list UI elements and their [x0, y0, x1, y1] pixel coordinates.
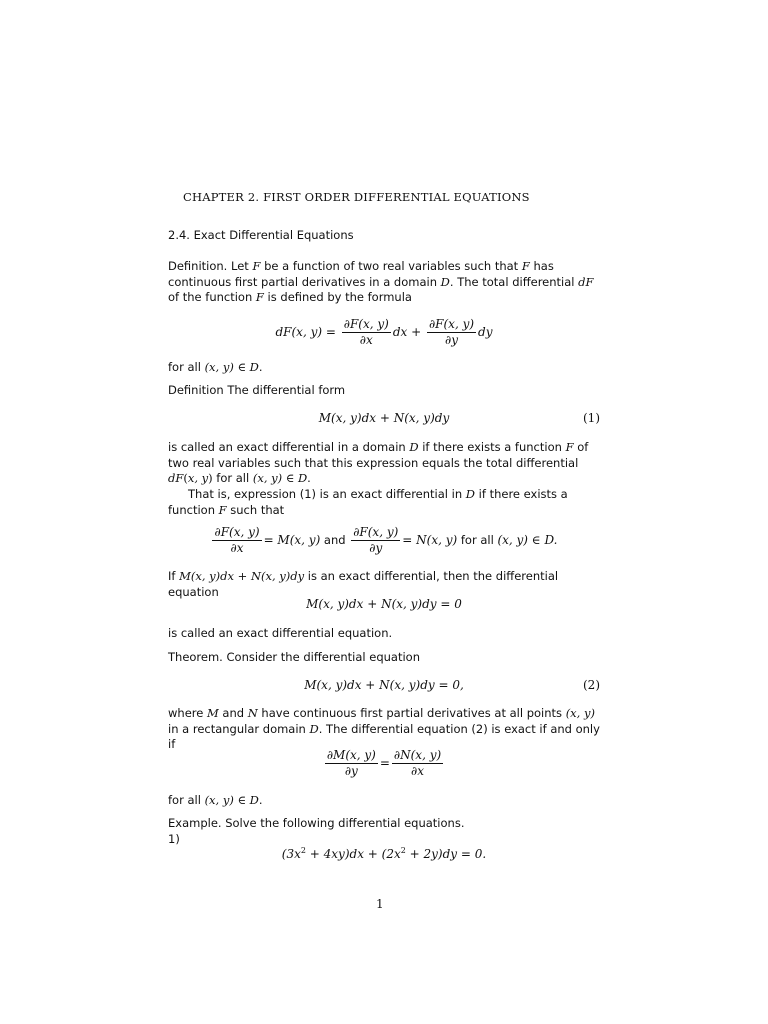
- example-equation-1: $(3x^2 + 4xy)dx + (2x^2 + 2y)dy = 0$.: [281, 846, 487, 861]
- equation-number: (2): [583, 678, 600, 692]
- fraction: $\frac{\partial M(x, y)}{\partial y}$: [326, 748, 376, 778]
- fraction: $\frac{\partial F(x, y)}{\partial x}$: [214, 525, 260, 555]
- page-number: 1: [376, 897, 384, 911]
- fraction: $\frac{\partial N(x, y)}{\partial x}$: [393, 748, 442, 778]
- paragraph-that-is: That is, expression (1) is an exact differential in D if there exists a function F such that: [168, 487, 568, 517]
- forall-line-2: for all (x, y) ∈ D.: [168, 793, 263, 807]
- definition-2: Definition The differential form: [168, 383, 346, 397]
- forall-line-1: for all (x, y) ∈ D.: [168, 360, 263, 374]
- exact-equation: M(x, y)dx + N(x, y)dy = 0: [306, 597, 462, 611]
- definition-1: Definition. Let F be a function of two real variables such that F has continuous first partial derivatives in a domain D. The total differential dF of the function F is defined by the formula: [168, 259, 594, 304]
- example: Example. Solve the following differential equations. 1): [168, 816, 465, 846]
- equation-2: M(x, y)dx + N(x, y)dy = 0, (2): [304, 678, 600, 692]
- definition-label: Definition.: [168, 259, 228, 273]
- paragraph-where: where M and N have continuous first partial derivatives at all points (x, y) in a rectangular domain D. The differential equation (2) is exact if and only if: [168, 706, 600, 751]
- example-item-number: 1): [168, 831, 180, 846]
- fraction: $\frac{\partial F(x, y)}{\partial y}$: [353, 525, 399, 555]
- equation-number: (1): [583, 411, 600, 425]
- theorem-label: Theorem.: [168, 650, 223, 664]
- fraction: $\frac{\partial F(x, y)}{\partial y}$: [428, 317, 475, 347]
- paragraph-exact-differential: is called an exact differential in a domain D if there exists a function F of two real variables such that this expression equals the total differential dF(x, y) for all (x, y) ∈ D.: [168, 440, 589, 485]
- partials-equation: $\frac{\partial F(x, y)}{\partial x}$ = M(x, y) and $\frac{\partial F(x, y)}{\partial y}$ = N(x, y) for all (x, y) ∈ D.: [214, 525, 558, 555]
- chapter-heading: CHAPTER 2. FIRST ORDER DIFFERENTIAL EQUATIONS: [183, 190, 530, 204]
- section-title: 2.4. Exact Differential Equations: [168, 228, 354, 242]
- equation-1: M(x, y)dx + N(x, y)dy (1): [318, 411, 600, 425]
- definition-label: Definition: [168, 383, 224, 397]
- paragraph-called-exact: is called an exact differential equation.: [168, 626, 393, 640]
- paragraph-if: If M(x, y)dx + N(x, y)dy is an exact differential, then the differential equation: [168, 569, 559, 599]
- theorem: Theorem. Consider the differential equation: [168, 650, 421, 664]
- fraction: $\frac{\partial F(x, y)}{\partial x}$: [343, 317, 389, 347]
- total-differential-equation: dF(x, y) = $\frac{\partial F(x, y)}{\partial x}$ dx + $\frac{\partial F(x, y)}{\partial y}$ dy: [275, 317, 493, 347]
- example-label: Example.: [168, 816, 222, 830]
- exactness-condition: $\frac{\partial M(x, y)}{\partial y}$ = $\frac{\partial N(x, y)}{\partial x}$: [326, 748, 442, 778]
